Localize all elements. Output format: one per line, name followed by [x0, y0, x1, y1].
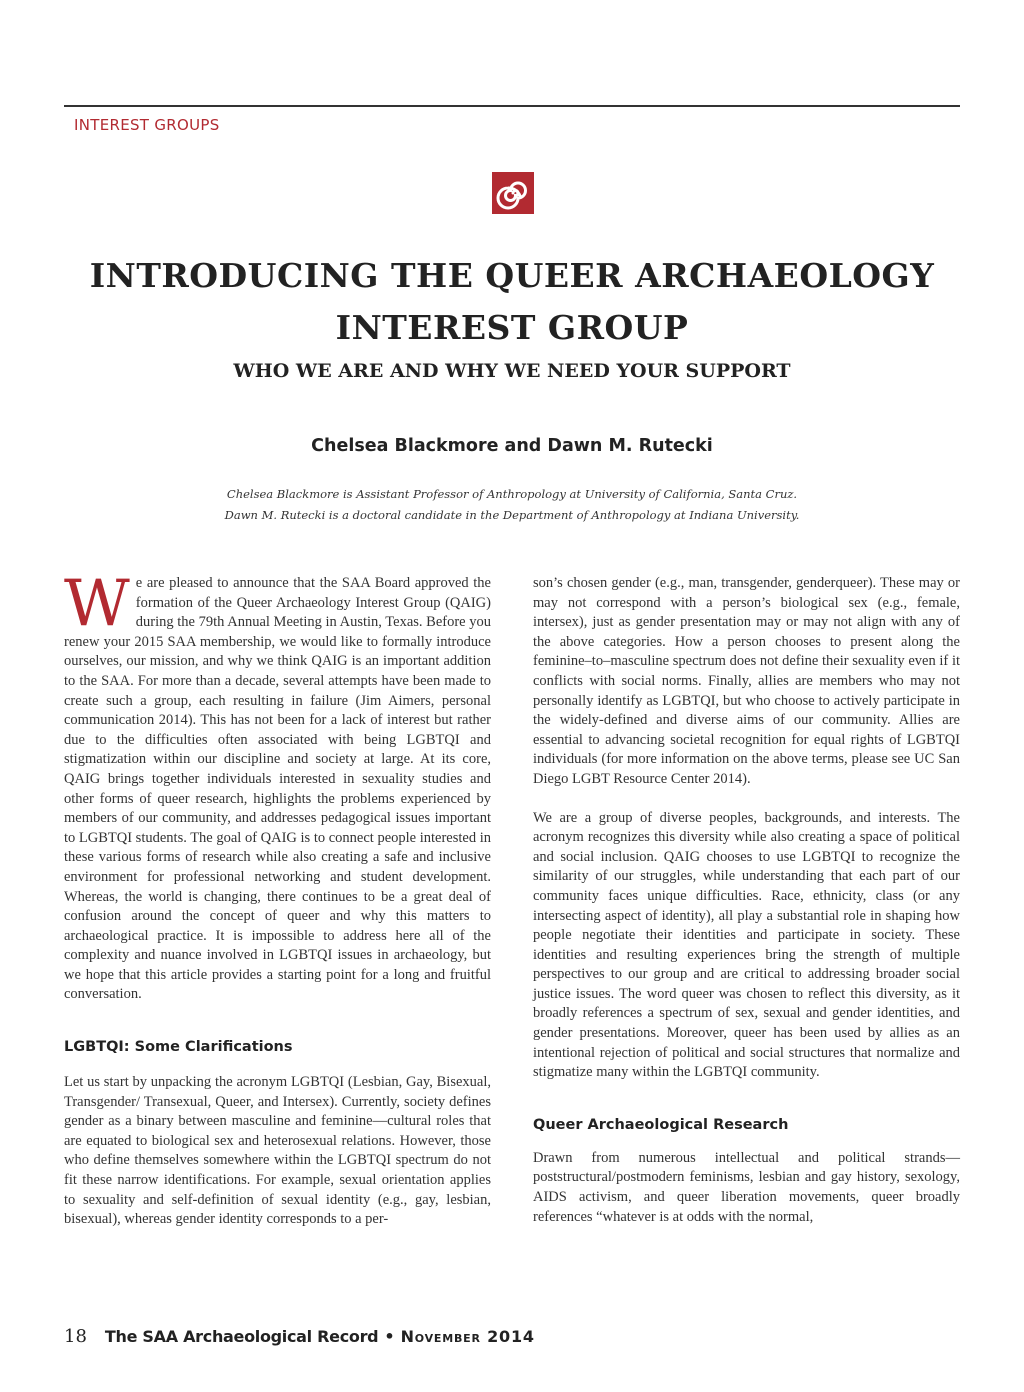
drop-cap: W [64, 567, 130, 641]
page-footer [64, 1326, 535, 1347]
section-heading-clarifications: LGBTQI: Some Clarifications [64, 1039, 293, 1056]
affiliation-2: Dawn M. Rutecki is a doctoral candidate in the Department of Anthropology at Indiana University. [224, 508, 800, 522]
section-label: INTEREST GROUPS [74, 116, 220, 134]
article-title [64, 250, 960, 354]
journal-name: The SAA Archaeological Record [104, 1327, 379, 1346]
issue-date: November 2014 [400, 1327, 535, 1346]
left-column [64, 567, 491, 1230]
footer-bullet: • [384, 1327, 395, 1346]
definitions-paragraph: son’s chosen gender (e.g., man, transgender, genderqueer). These may or may not correspond with a person’s biological sex (e.g., female, intersex), just as gender presentation may or may not align with any of the above categories. How a person chooses to present along the feminine–to–masculine spectrum does not define their sexuality even if it conflicts with social norms. Finally, allies are members who may not personally identify as LGBTQI, but who choose to actively participate in the widely-defined and diverse aims of our community. Allies are essential to advancing societal recognition for equal rights of LGBTQI individuals (for more information on the above terms, please see UC San Diego LGBT Resource Center 2014). [533, 575, 960, 787]
diversity-paragraph: We are a group of diverse peoples, backgrounds, and interests. The acronym recognizes this diversity while also creating a space of political and social inclusion. QAIG chooses to use LGBTQI to recognize the similarity of our struggles, while understanding that each part of our community faces unique difficulties. Race, ethnicity, class (or any intersecting aspect of identity), all play a substantial role in shaping how people negotiate their identities and participate in society. These identities and resulting experiences bring the strength of multiple perspectives to our group and are critical to addressing broader social justice issues. The word queer was chosen to reflect this diversity, as it broadly references a spectrum of sex, sexual and gender identities, and gender presentations. Moreover, queer has been used by allies as an intentional rejection of political and social structures that normalize and stigmatize many within the LGBTQI community. [533, 809, 960, 1081]
author-affiliations [64, 484, 960, 526]
title-line-1: INTRODUCING THE QUEER ARCHAEOLOGY [89, 256, 935, 295]
section-heading-research: Queer Archaeological Research [533, 1116, 789, 1133]
title-line-2: INTEREST GROUP [335, 308, 689, 347]
right-column [533, 574, 960, 1227]
page-number: 18 [64, 1326, 87, 1347]
intro-paragraph [64, 567, 491, 1005]
spiral-icon [492, 172, 534, 214]
clarifications-paragraph: Let us start by unpacking the acronym LGBTQI (Lesbian, Gay, Bisexual, Transgender/ Transexual, Queer, and Intersex). Currently, society defines gender as a binary between masculine and feminine—cultural roles that are equated to biological sex and heterosexual relations. However, those who define themselves somewhere within the LGBTQI spectrum do not fit these narrow identifications. For example, sexual orientation applies to sexuality and self-definition of sexual identity (e.g., gay, lesbian, bisexual), whereas gender identity corresponds to a per- [64, 1074, 491, 1228]
affiliation-1: Chelsea Blackmore is Assistant Professor of Anthropology at University of California, Santa Cruz. [226, 487, 798, 501]
intro-text: e are pleased to announce that the SAA Board approved the formation of the Queer Archaeology Interest Group (QAIG) during the 79th Annual Meeting in Austin, Texas. Before you renew your 2015 SAA membership, we would like to formally introduce ourselves, our mission, and why we think QAIG is an important addition to the SAA. For more than a decade, several attempts have been made to create such a group, each resulting in failure (Jim Aimers, personal communication 2014). This has not been for a lack of interest but rather due to the difficulties often associated with being LGBTQI and stigmatization within our discipline and society at large. At its core, QAIG brings together individuals interested in sexuality studies and other forms of queer research, highlights the problems experienced by members of our community, and addresses pedagogical issues important to LGBTQI students. The goal of QAIG is to connect people interested in these various forms of research while also creating a safe and inclusive environment for professional networking and student development. Whereas, the world is changing, there continues to be a great deal of confusion around the concept of queer and why this matters to archaeological practice. It is impossible to address here all of the complexity and nuance involved in LGBTQI issues in archaeology, but we hope that this article provides a starting point for a long and fruitful conversation. [64, 575, 491, 1003]
article-authors: Chelsea Blackmore and Dawn M. Rutecki [311, 436, 713, 456]
header-rule [64, 105, 960, 107]
article-subtitle: WHO WE ARE AND WHY WE NEED YOUR SUPPORT [233, 360, 791, 382]
research-paragraph: Drawn from numerous intellectual and political strands—poststructural/postmodern feminisms, lesbian and gay history, sexology, AIDS activism, and queer liberation movements, queer broadly references “whatever is at odds with the normal, [533, 1149, 960, 1225]
